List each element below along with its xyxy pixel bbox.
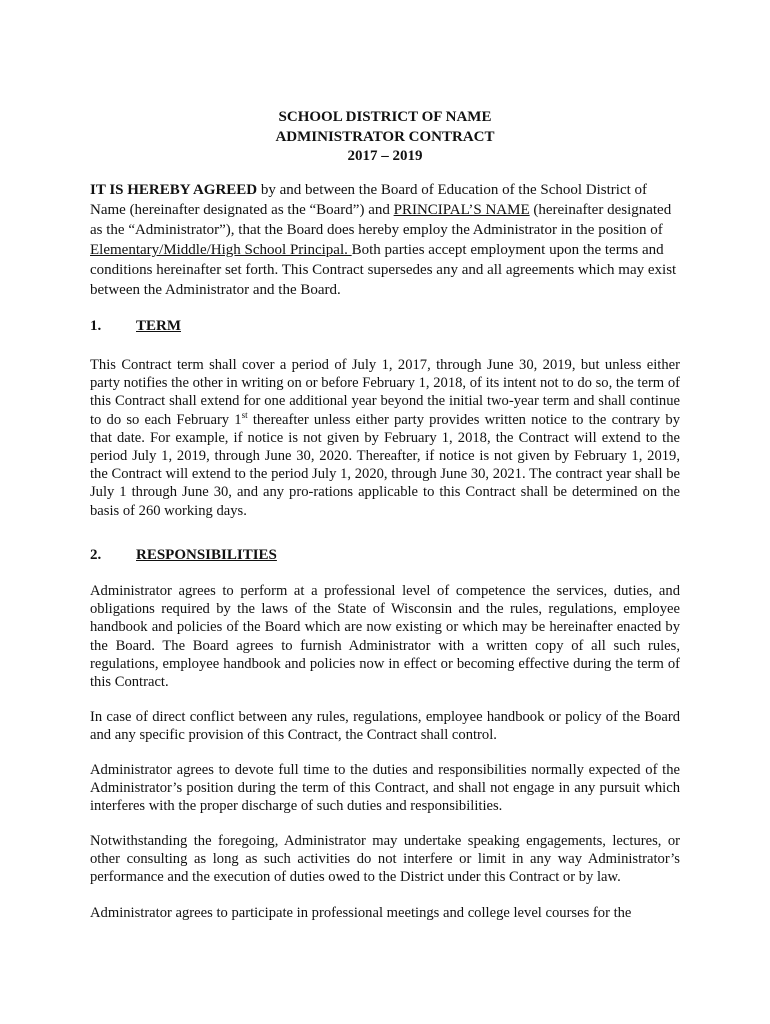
intro-bold-lead: IT IS HEREBY AGREED: [90, 182, 258, 198]
section-number: 1.: [90, 318, 102, 334]
term-text-a: This Contract term shall cover a period of July 1, 2017, through June 30, 2019, but unless either party notifies the other in writing on or before February 1, 2018, of its intent not to do so, the term of this Contract shall extend for one additional year beyond the initial two-year term and shall continue to do so each February 1: [90, 357, 680, 428]
responsibilities-paragraph-5: Administrator agrees to participate in professional meetings and college level courses for the: [90, 905, 632, 921]
responsibilities-paragraph-4: Notwithstanding the foregoing, Administrator may undertake speaking engagements, lectures, or other consulting as long as such activities do not interfere or limit in any way Administrator’s performance and the execution of duties owed to the District under this Contract or by law.: [90, 833, 680, 886]
responsibilities-paragraph-2: In case of direct conflict between any rules, regulations, employee handbook or policy of the Board and any specific provision of this Contract, the Contract shall control.: [90, 709, 680, 744]
term-paragraph: [90, 356, 680, 520]
document-title: [0, 108, 770, 167]
intro-text-c: Both parties accept employment upon the terms and conditions hereinafter set forth. This Contract supersedes any and all agreements which may exist between the Administrator and the Board.: [90, 242, 677, 298]
section-title: TERM: [136, 318, 181, 334]
responsibilities-paragraph-3: Administrator agrees to devote full time to the duties and responsibilities normally expected of the Administrator’s position during the term of this Contract, and shall not engage in any pursuit which interferes with the proper discharge of such duties and responsibilities.: [90, 762, 680, 815]
section-heading-responsibilities: [90, 545, 277, 565]
intro-paragraph: [90, 180, 680, 300]
title-years: 2017 – 2019: [347, 148, 423, 164]
term-text-b: thereafter unless either party provides written notice to the contrary by that date. For example, if notice is not given by February 1, 2018, the Contract will extend to the period July 1, 2019, through June 30, 2020. Thereafter, if notice is not given by February 1, 2019, the Contract will extend to the period July 1, 2020, through June 30, 2021. The contract year shall be July 1 through June 30, and any pro-rations applicable to this Contract shall be determined on the basis of 260 working days.: [90, 411, 680, 519]
title-district: SCHOOL DISTRICT OF NAME: [278, 109, 492, 125]
ordinal-suffix: st: [241, 409, 248, 420]
responsibilities-paragraph-1: Administrator agrees to perform at a professional level of competence the services, duties, and obligations required by the laws of the State of Wisconsin and the rules, regulations, employee handbook and policies of the Board which are now existing or which may be hereinafter enacted by the Board. The Board agrees to furnish Administrator with a written copy of all such rules, regulations, employee handbook and policies now in effect or becoming effective during the term of this Contract.: [90, 583, 680, 691]
section-number: 2.: [90, 547, 102, 563]
intro-text-a: by and between the Board of Education of the School District of Name (hereinafter designated as the “Board”) and: [90, 182, 648, 218]
section-heading-term: [90, 316, 181, 336]
intro-text-b: (hereinafter designated as the “Administrator”), that the Board does hereby employ the Administrator in the position of: [90, 202, 672, 238]
section-title: RESPONSIBILITIES: [136, 547, 277, 563]
position-field: Elementary/Middle/High School Principal.: [90, 242, 352, 258]
principal-name-field: PRINCIPAL’S NAME: [393, 202, 530, 218]
title-contract: ADMINISTRATOR CONTRACT: [275, 128, 495, 145]
